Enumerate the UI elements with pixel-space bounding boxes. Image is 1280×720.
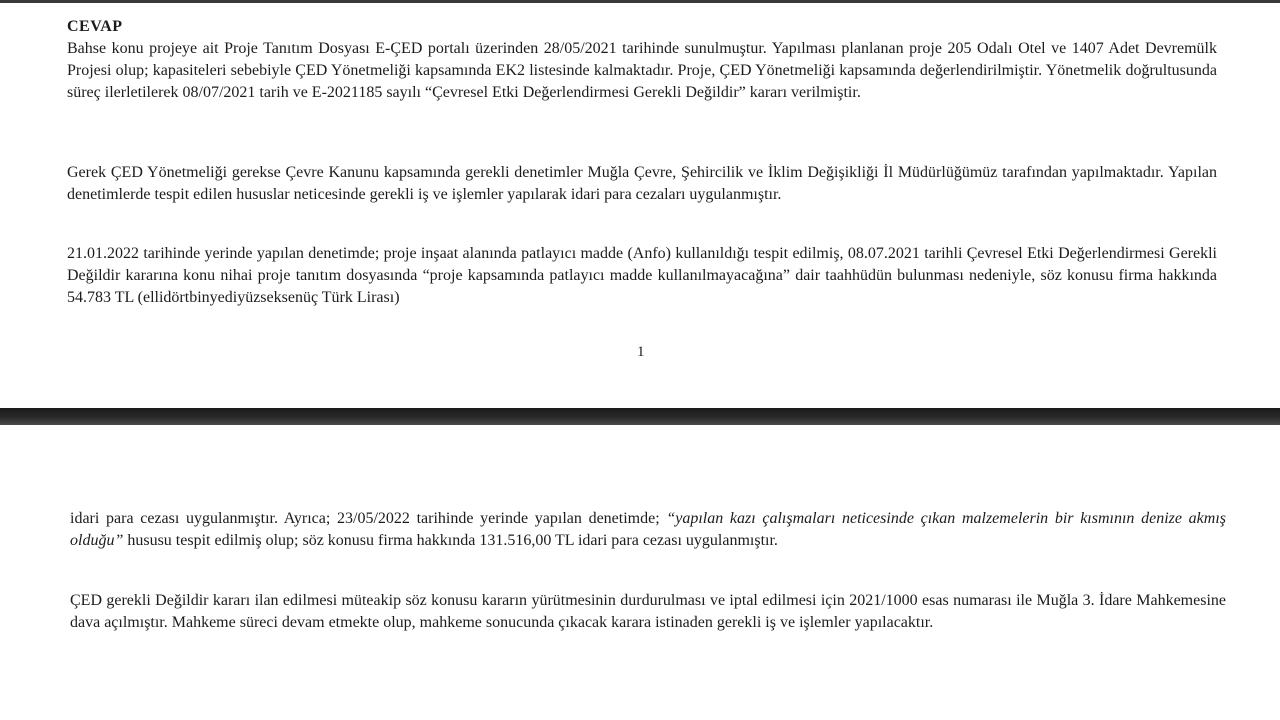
paragraph-5: ÇED gerekli Değildir kararı ilan edilmesi müteakip söz konusu kararın yürütmesinin durdurulması ve iptal edilmesi için 2021/1000 esas numarası ile Muğla 3. İdare Mahkemesine dava açılmıştır. Mahkeme süreci devam etmekte olup, mahkeme sonucunda çıkacak karara istinaden gerekli iş ve işlemler yapılacaktır. bbox=[70, 592, 1226, 631]
paragraph-1: Bahse konu projeye ait Proje Tanıtım Dosyası E-ÇED portalı üzerinden 28/05/2021 tarihinde sunulmuştur. Yapılması planlanan proje 205 Odalı Otel ve 1407 Adet Devremülk Projesi olup; kapasiteleri sebebiyle ÇED Yönetmeliği kapsamında EK2 listesinde kalmaktadır. Proje, ÇED Yönetmeliği kapsamında değerlendirilmiştir. Yönetmelik doğrultusunda süreç ilerletilerek 08/07/2021 tarih ve E-2021185 sayılı “Çevresel Etki Değerlendirmesi Gerekli Değildir” kararı verilmiştir. bbox=[67, 40, 1217, 101]
paragraph-4-end: hususu tespit edilmiş olup; söz konusu firma hakkında 131.516,00 TL idari para cezası uygulanmıştır. bbox=[123, 532, 778, 549]
page-number: 1 bbox=[637, 344, 645, 360]
paragraph-2: Gerek ÇED Yönetmeliği gerekse Çevre Kanunu kapsamında gerekli denetimler Muğla Çevre, Şehircilik ve İklim Değişikliği İl Müdürlüğümüz tarafından yapılmaktadır. Yapılan denetimlerde tespit edilen hususlar neticesinde gerekli iş ve işlemler yapılarak idari para cezaları uygulanmıştır. bbox=[67, 164, 1217, 203]
paragraph-3: 21.01.2022 tarihinde yerinde yapılan denetimde; proje inşaat alanında patlayıcı madde (Anfo) kullanıldığı tespit edilmiş, 08.07.2021 tarihli Çevresel Etki Değerlendirmesi Gerekli Değildir kararına konu nihai proje tanıtım dosyasında “proje kapsamında patlayıcı madde kullanılmayacağına” dair taahhüdün bulunması nedeniyle, söz konusu firma hakkında 54.783 TL (ellidörtbinyediyüzseksenüç Türk Lirası) bbox=[67, 245, 1217, 306]
paragraph-4-start: idari para cezası uygulanmıştır. Ayrıca; 23/05/2022 tarihinde yerinde yapılan denetimde; bbox=[70, 510, 667, 527]
paragraph-4-quote: “yapılan kazı çalışmaları neticesinde çıkan malzemelerin bir kısmının denize akmış olduğu” bbox=[70, 510, 1226, 549]
page-break-band bbox=[0, 408, 1280, 425]
section-heading: CEVAP bbox=[67, 18, 123, 35]
paragraph-4 bbox=[70, 508, 1226, 552]
page-two-sheet bbox=[0, 425, 1280, 720]
